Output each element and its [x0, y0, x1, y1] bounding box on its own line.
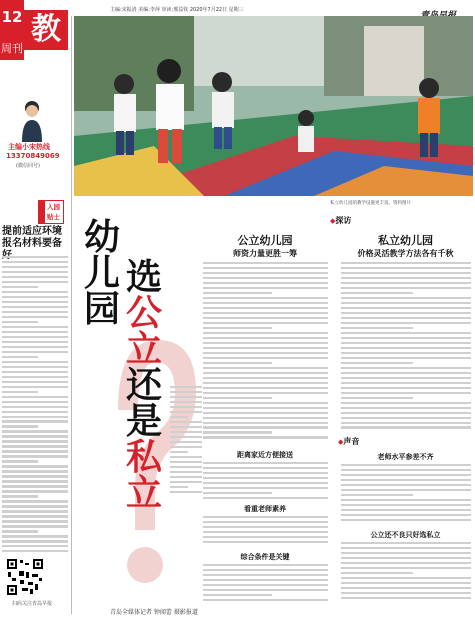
body-text-line	[341, 377, 471, 379]
public-body-2	[203, 462, 328, 500]
body-text-line	[2, 371, 68, 373]
masthead-info: 主编:宋振清 美编:李萍 审读:邢益钦 2020年7月22日 星期三	[110, 7, 244, 13]
body-text-line	[170, 451, 188, 453]
voices-body-1	[341, 464, 471, 526]
body-text-line	[341, 332, 471, 334]
hotline-label: 主编小宋热线	[8, 143, 50, 151]
body-text-line	[2, 505, 68, 507]
body-text-line	[2, 281, 68, 283]
body-text-line	[2, 351, 68, 353]
body-text-line	[2, 291, 68, 293]
body-text-line	[341, 362, 413, 364]
body-text-line	[170, 481, 202, 483]
body-text-line	[203, 297, 328, 299]
body-text-line	[2, 271, 68, 273]
qr-caption: 扫码关注青岛早报	[12, 601, 53, 607]
body-text-line	[2, 316, 68, 318]
body-text-line	[2, 266, 68, 268]
page-number-block	[0, 0, 24, 60]
photo-caption: 私立幼儿园的教学设施更丰富。资料图片	[330, 201, 411, 206]
body-text-line	[341, 464, 471, 466]
body-text-line	[341, 412, 471, 414]
body-text-line	[2, 445, 68, 447]
body-text-line	[170, 401, 202, 403]
body-text-line	[203, 307, 328, 309]
body-text-line	[203, 382, 328, 384]
kicker-voices: ◆声音	[338, 437, 360, 446]
body-text-line	[203, 407, 328, 409]
body-text-line	[203, 521, 328, 523]
sidebar-tag-text: 入园贴士	[47, 203, 60, 221]
body-text-line	[170, 456, 202, 458]
body-text-line	[341, 542, 471, 544]
body-text-line	[203, 531, 328, 533]
body-text-line	[203, 472, 328, 474]
feature-photo	[74, 16, 473, 196]
body-text-line	[341, 572, 413, 574]
private-subtitle: 价格灵活教学方法各有千秋	[357, 249, 454, 258]
body-text-line	[341, 357, 471, 359]
body-text-line	[2, 540, 68, 542]
feature-title-line2	[126, 257, 166, 514]
body-text-line	[203, 317, 328, 319]
body-text-line	[170, 441, 202, 443]
body-text-line	[341, 287, 471, 289]
body-text-line	[2, 396, 68, 398]
hotline-block	[0, 98, 60, 174]
body-text-line	[203, 526, 328, 528]
body-text-line	[203, 402, 328, 404]
body-text-line	[341, 474, 471, 476]
body-text-line	[2, 356, 38, 358]
body-text-line	[170, 386, 202, 388]
body-text-line	[341, 262, 471, 264]
body-text-line	[170, 406, 202, 408]
body-text-line	[341, 509, 471, 511]
body-text-line	[170, 471, 202, 473]
body-text-line	[203, 497, 328, 499]
body-text-line	[341, 484, 471, 486]
body-text-line	[2, 326, 68, 328]
body-text-line	[203, 487, 328, 489]
body-text-line	[341, 382, 471, 384]
body-text-line	[341, 402, 471, 404]
qr-code[interactable]	[6, 558, 44, 596]
body-text-line	[341, 587, 471, 589]
body-text-line	[170, 491, 202, 493]
title-or: 还是	[126, 365, 163, 442]
body-text-line	[2, 425, 38, 427]
body-text-line	[203, 327, 272, 329]
feature-title-line1: 幼儿园	[84, 217, 121, 330]
body-text-line	[2, 545, 68, 547]
body-text-line	[170, 411, 202, 413]
body-text-line	[341, 317, 471, 319]
body-text-line	[341, 392, 471, 394]
body-text-line	[2, 510, 68, 512]
title-private: 私立	[126, 437, 163, 514]
body-text-line	[203, 492, 272, 494]
body-text-line	[341, 494, 413, 496]
title-select: 选	[126, 257, 163, 298]
body-text-line	[2, 515, 68, 517]
kicker-explore-text: 探访	[335, 216, 352, 225]
body-text-line	[341, 312, 471, 314]
body-text-line	[203, 272, 328, 274]
body-text-line	[203, 422, 328, 424]
body-text-line	[170, 466, 202, 468]
body-text-line	[341, 302, 471, 304]
body-text-line	[203, 347, 328, 349]
body-text-line	[170, 421, 202, 423]
body-text-line	[203, 599, 328, 601]
body-text-line	[203, 574, 328, 576]
body-text-line	[341, 282, 471, 284]
body-text-line	[341, 342, 471, 344]
hotline-number[interactable]: 13370849069	[6, 152, 60, 160]
body-text-line	[2, 485, 68, 487]
body-text-line	[341, 592, 471, 594]
body-text-line	[2, 306, 68, 308]
body-text-line	[203, 462, 328, 464]
body-text-line	[203, 467, 328, 469]
body-text-line	[203, 287, 328, 289]
body-text-line	[203, 337, 328, 339]
body-text-line	[341, 397, 413, 399]
body-text-line	[2, 256, 68, 258]
body-text-line	[2, 386, 68, 388]
body-text-line	[341, 499, 471, 501]
body-text-line	[341, 297, 471, 299]
public-body	[203, 262, 328, 442]
body-text-line	[341, 352, 471, 354]
private-body	[341, 262, 471, 432]
body-text-line	[203, 584, 328, 586]
body-text-line	[2, 401, 68, 403]
body-text-line	[2, 475, 68, 477]
body-text-line	[203, 362, 272, 364]
body-text-line	[2, 495, 38, 497]
body-text-line	[170, 396, 202, 398]
hotline-sub: (微信同号)	[16, 163, 40, 169]
body-text-line	[203, 589, 328, 591]
public-body-4	[203, 564, 328, 602]
public-subhead-2: 看重老师素养	[244, 505, 286, 513]
body-text-line	[203, 536, 328, 538]
body-text-line	[341, 387, 471, 389]
body-text-line	[203, 292, 272, 294]
kicker-explore: ◆探访	[330, 216, 352, 225]
body-text-line	[203, 342, 328, 344]
body-text-line	[203, 426, 328, 428]
body-text-line	[2, 381, 68, 383]
body-text-line	[341, 372, 471, 374]
body-text-line	[2, 450, 68, 452]
body-text-line	[2, 480, 68, 482]
body-text-line	[341, 322, 471, 324]
body-text-line	[2, 520, 68, 522]
body-text-line	[341, 307, 471, 309]
weekly-label: 周刊	[1, 42, 23, 55]
body-text-line	[203, 482, 328, 484]
body-text-line	[203, 594, 272, 596]
body-text-line	[341, 479, 471, 481]
body-text-line	[203, 267, 328, 269]
hotline-avatar	[20, 98, 44, 142]
body-text-line	[2, 406, 68, 408]
body-text-line	[341, 504, 471, 506]
body-text-line	[203, 302, 328, 304]
byline: 青岛全媒体记者 钟闻蕾 摄影报道	[110, 609, 198, 616]
body-text-line	[2, 455, 68, 457]
body-text-line	[341, 426, 471, 428]
body-text-line	[341, 272, 471, 274]
body-text-line	[341, 552, 471, 554]
body-text-line	[203, 322, 328, 324]
body-text-line	[203, 569, 328, 571]
body-text-line	[203, 277, 328, 279]
body-text-line	[2, 376, 68, 378]
body-text-line	[2, 336, 68, 338]
body-text-line	[2, 440, 68, 442]
voices-body-2	[341, 542, 471, 604]
body-text-line	[203, 262, 328, 264]
body-text-line	[2, 535, 68, 537]
body-text-line	[2, 346, 68, 348]
body-text-line	[2, 391, 38, 393]
body-text-line	[170, 416, 188, 418]
body-text-line	[203, 541, 328, 543]
body-text-line	[341, 267, 471, 269]
private-title: 私立幼儿园	[378, 234, 433, 247]
body-text-line	[2, 525, 68, 527]
title-public: 公立	[126, 293, 163, 370]
body-text-line	[203, 392, 328, 394]
body-text-line	[341, 547, 471, 549]
body-text-line	[203, 412, 328, 414]
body-text-line	[341, 292, 413, 294]
body-text-line	[2, 435, 68, 437]
body-text-line	[341, 582, 471, 584]
voices-subhead-1: 老师水平参差不齐	[377, 453, 434, 461]
body-text-line	[203, 372, 328, 374]
body-text-line	[170, 426, 202, 428]
public-subhead-3: 综合条件是关键	[240, 553, 290, 561]
body-text-line	[341, 367, 471, 369]
body-text-line	[203, 397, 272, 399]
kicker-voices-text: 声音	[343, 437, 360, 446]
public-subhead-1: 距离家近方便接送	[237, 451, 293, 459]
body-text-line	[2, 366, 68, 368]
body-text-line	[203, 332, 328, 334]
body-text-line	[341, 347, 471, 349]
body-text-line	[341, 422, 471, 424]
body-text-line	[203, 357, 328, 359]
body-text-line	[203, 417, 328, 419]
body-text-line	[203, 579, 328, 581]
public-subtitle: 师资力量更胜一筹	[233, 249, 297, 258]
body-text-line	[341, 407, 471, 409]
body-text-line	[170, 476, 202, 478]
body-text-line	[203, 431, 272, 433]
body-text-line	[341, 597, 471, 599]
body-text-line	[341, 567, 471, 569]
body-text-line	[2, 276, 68, 278]
body-text-line	[2, 411, 68, 413]
page-number: 12	[1, 8, 23, 26]
sidebar-tag	[38, 200, 64, 224]
body-text-line	[2, 420, 68, 422]
body-text-line	[2, 500, 68, 502]
body-text-line	[203, 516, 328, 518]
brand-logo	[420, 3, 470, 15]
voices-subhead-2: 公立还不良只好选私立	[370, 531, 441, 539]
body-text-line	[2, 331, 68, 333]
public-title: 公立幼儿园	[237, 234, 293, 247]
column-divider	[71, 16, 72, 614]
sidebar-headline: 提前适应环境报名材料要备	[2, 226, 62, 249]
body-text-line	[2, 550, 68, 552]
sidebar-body	[2, 256, 68, 558]
body-text-line	[170, 461, 202, 463]
body-text-line	[170, 436, 202, 438]
body-text-line	[203, 352, 328, 354]
body-text-line	[341, 337, 471, 339]
body-text-line	[170, 446, 202, 448]
section-title: 教育	[24, 10, 68, 50]
body-text-line	[203, 477, 328, 479]
body-text-line	[203, 387, 328, 389]
body-text-line	[170, 391, 202, 393]
feature-intro	[170, 386, 202, 496]
body-text-line	[2, 311, 68, 313]
body-text-line	[341, 519, 471, 521]
body-text-line	[2, 490, 68, 492]
body-text-line	[203, 312, 328, 314]
body-text-line	[341, 577, 471, 579]
body-text-line	[203, 436, 328, 438]
body-text-line	[341, 557, 471, 559]
body-text-line	[2, 465, 68, 467]
body-text-line	[170, 431, 202, 433]
body-text-line	[2, 470, 68, 472]
body-text-line	[2, 416, 68, 418]
body-text-line	[2, 301, 68, 303]
public-body-3	[203, 516, 328, 548]
body-text-line	[2, 286, 38, 288]
body-text-line	[341, 469, 471, 471]
body-text-line	[203, 367, 328, 369]
body-text-line	[341, 562, 471, 564]
body-text-line	[2, 530, 38, 532]
body-text-line	[203, 377, 328, 379]
body-text-line	[2, 361, 68, 363]
body-text-line	[341, 489, 471, 491]
body-text-line	[203, 282, 328, 284]
body-text-line	[2, 296, 68, 298]
body-text-line	[341, 327, 413, 329]
body-text-line	[2, 261, 68, 263]
body-text-line	[2, 460, 38, 462]
body-text-line	[341, 417, 471, 419]
body-text-line	[2, 430, 68, 432]
body-text-line	[2, 341, 68, 343]
body-text-line	[170, 486, 188, 488]
body-text-line	[203, 564, 328, 566]
body-text-line	[341, 514, 471, 516]
body-text-line	[341, 277, 471, 279]
body-text-line	[2, 321, 38, 323]
